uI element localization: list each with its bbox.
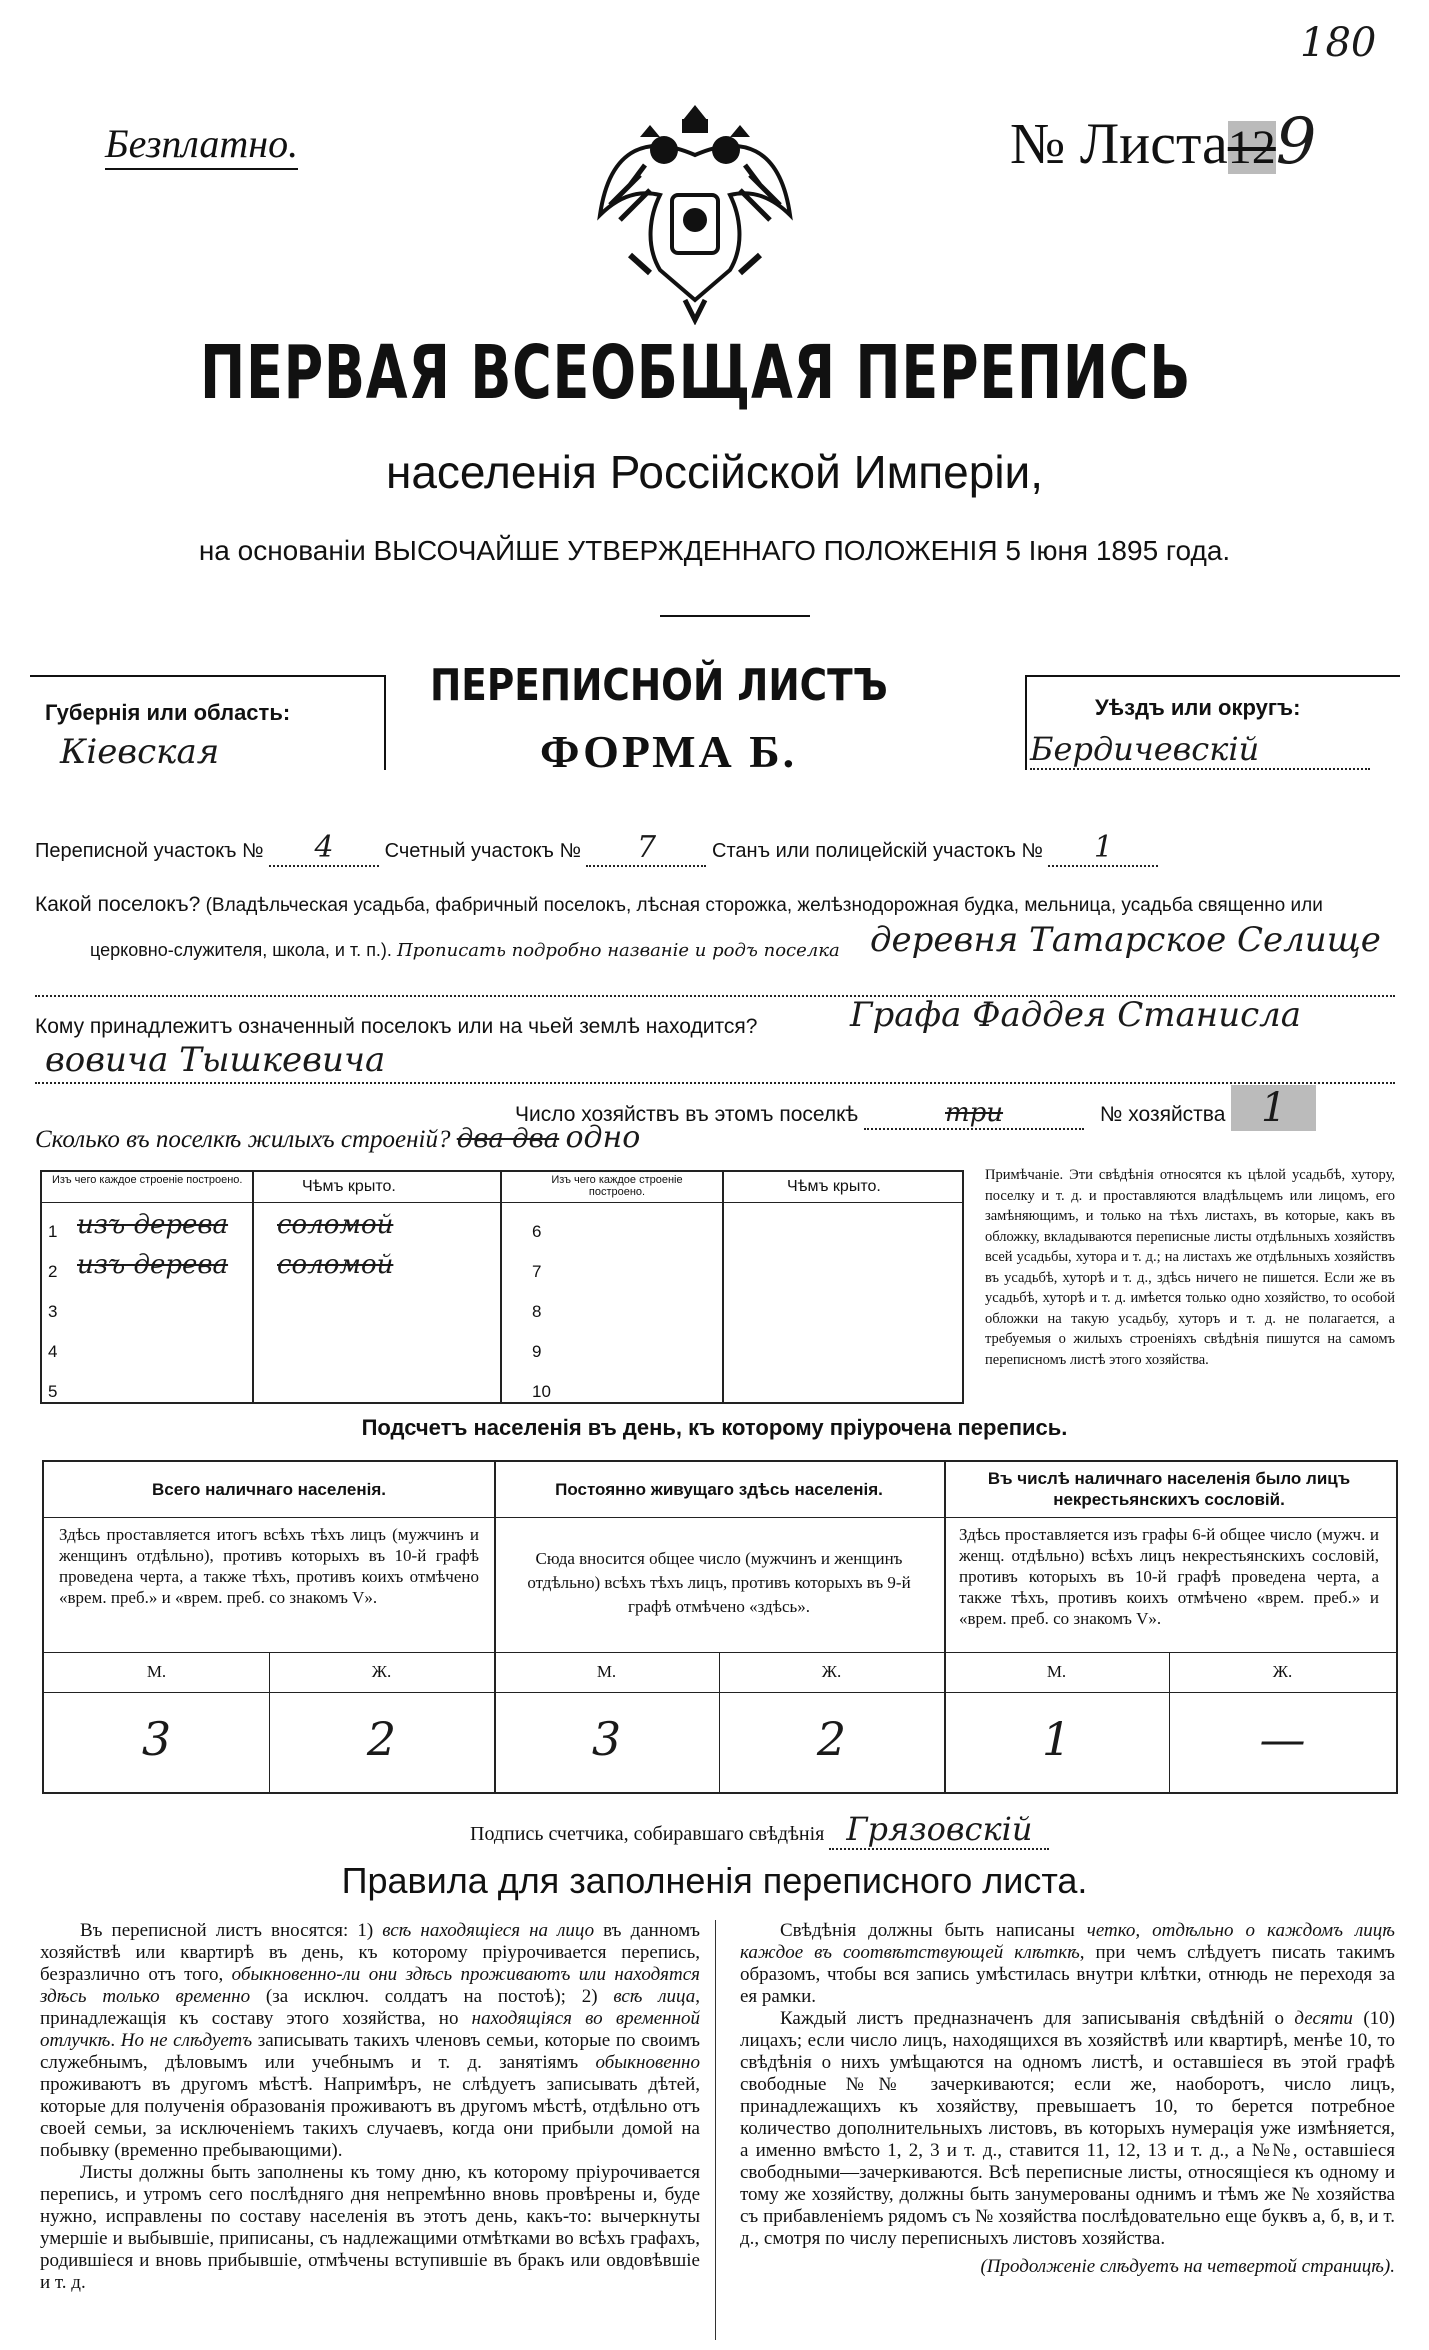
- count-header-3: Въ числѣ наличнаго населенія было лицъ некрестьянскихъ сословій.: [987, 1469, 1351, 1509]
- bt-number: 10: [532, 1382, 551, 1401]
- census-area-value: 4: [269, 830, 379, 867]
- sheet-number-struck: 12: [1227, 121, 1276, 174]
- count-f-3: —: [1259, 1712, 1306, 1766]
- owner-value: Графа Фаддея Станисла: [850, 995, 1302, 1035]
- count-f-1: 2: [366, 1712, 397, 1766]
- rules-title: Правила для заполненія переписного листа.: [341, 1860, 1088, 1901]
- signature-value: Грязовскій: [829, 1810, 1049, 1850]
- sheet-number-value: 9: [1275, 105, 1317, 179]
- bt-number: 5: [48, 1382, 58, 1401]
- settlement-row-2: [90, 940, 840, 961]
- bt-row-2-roof: соломой: [277, 1250, 394, 1280]
- top-mark: 180: [1300, 20, 1377, 66]
- right-box-border: [1025, 675, 1400, 677]
- rules-left-col: [40, 1920, 700, 2294]
- buildings-value: одно: [565, 1120, 641, 1155]
- sub-title: населенія Россійской Имперіи,: [385, 446, 1044, 498]
- count-f-2: 2: [816, 1712, 847, 1766]
- bt-row-1-material: изъ дерева: [77, 1210, 229, 1240]
- left-box-side: [384, 675, 386, 770]
- bt-number: 2: [48, 1262, 58, 1281]
- count-table: [42, 1460, 1398, 1794]
- count-area-label: Счетный участокъ №: [384, 840, 581, 862]
- households-struck: три: [864, 1098, 1084, 1130]
- bt-row-1-roof: соломой: [277, 1210, 394, 1240]
- household-no-value: 1: [1231, 1085, 1316, 1131]
- bt-header-1: Изъ чего каждое строеніе построено.: [52, 1174, 243, 1186]
- owner-value-2: вовича Тышкевича: [45, 1040, 386, 1080]
- count-desc-1: Здѣсь проставляется итогъ всѣхъ тѣхъ лицъ (мужчинъ и женщинъ отдѣльно), противъ которыхъ въ 10-й графѣ проведена черта, а также тѣхъ, противъ коихъ отмѣчено «врем. преб.» и «врем. преб. со знакомъ V».: [59, 1525, 479, 1607]
- count-desc-2: Сюда вносится общее число (мужчинъ и женщинъ отдѣльно) всѣхъ тѣхъ лицъ, противъ которыхъ въ 9-й графѣ отмѣчено «здѣсь».: [527, 1549, 911, 1616]
- census-area-row: [35, 830, 1158, 867]
- divider: [660, 615, 810, 617]
- settlement-row: [35, 893, 1323, 917]
- district-label: Уѣздъ или округъ:: [1095, 695, 1301, 720]
- province-value: Кіевская: [60, 732, 220, 772]
- bt-number: 8: [532, 1302, 542, 1321]
- bt-header-2: Чѣмъ крыто.: [302, 1178, 396, 1195]
- census-area-label: Переписной участокъ №: [35, 840, 264, 862]
- households-label: Число хозяйствъ въ этомъ поселкѣ: [515, 1103, 859, 1126]
- rules-left-p2: Листы должны быть заполнены къ тому дню, къ которому пріурочивается перепись, и утромъ сего послѣдняго дня непремѣнно вновь провѣрены и, буде нужно, исправлены по составу населенія въ этотъ день, какъ-то: вычеркнуты умершіе и выбывшіе, приписаны, съ надлежащими отмѣтками во всѣхъ графахъ, родившіеся и вновь прибывшіе, отмѣчены вступившіе въ бракъ или овдовѣвшіе и т. д.: [40, 2162, 700, 2293]
- settlement-label: Какой поселокъ?: [35, 893, 201, 916]
- rules-left-p1: Въ переписной листъ вносятся: 1) всѣ находящіеся на лицо въ данномъ хозяйствѣ или квартирѣ въ день, къ которому пріурочивается перепись, безразлично отъ того, обыкновенно-ли они здѣсь проживаютъ или находятся здѣсь только временно (за исключ. солдатъ на постоѣ); 2) всѣ лица, принадлежащія къ составу этого хозяйства, но находящіяся во временной отлучкѣ. Но не слѣдуетъ записывать такихъ членовъ семьи, которые по своимъ служебнымъ, дѣловымъ или учебнымъ и т. д. занятіямъ обыкновенно проживаютъ въ другомъ мѣстѣ. Напримѣръ, не слѣдуетъ записывать дѣтей, которые для полученія образованія проживаютъ въ другомъ мѣстѣ, отдѣльно отъ своей семьи, за исключеніемъ такихъ случаевъ, когда они прибыли домой на побывку (временно пребывающими).: [40, 1920, 701, 2161]
- bt-number: 7: [532, 1262, 542, 1281]
- rules-continued: (Продолженіе слѣдуетъ на четвертой страницѣ).: [980, 2256, 1395, 2277]
- free-label: Безплатно.: [105, 120, 298, 170]
- m-label-2: М.: [596, 1662, 617, 1681]
- form-label: ФОРМА Б.: [540, 726, 798, 777]
- rules-right-col: [740, 1920, 1395, 2278]
- bt-number: 4: [48, 1342, 58, 1361]
- sheet-number-label: № Листа: [1010, 111, 1228, 176]
- buildings-table: [40, 1170, 964, 1404]
- count-m-2: 3: [591, 1712, 622, 1766]
- rules-separator: [715, 1920, 716, 2340]
- settlement-hint-2: церковно-служителя, школа, и т. п.).: [90, 940, 392, 960]
- bt-number: 6: [532, 1222, 542, 1241]
- bt-header-3: Изъ чего каждое строеніе построено.: [551, 1174, 683, 1198]
- count-header-2: Постоянно живущаго здѣсь населенія.: [555, 1480, 883, 1499]
- count-title: Подсчетъ населенія въ день, къ которому пріурочена перепись.: [361, 1415, 1068, 1440]
- f-label-3: Ж.: [1272, 1662, 1293, 1681]
- buildings-label: Сколько въ поселкѣ жилыхъ строеній?: [35, 1126, 451, 1153]
- count-m-3: 1: [1041, 1712, 1072, 1766]
- settlement-instruction: Прописать подробно названіе и родъ поселка: [396, 940, 840, 961]
- rules-right-p2: Каждый листъ предназначенъ для записыванія свѣдѣній о десяти (10) лицахъ; если число лицъ, находящихся въ хозяйствѣ или квартирѣ, менѣе 10, то свѣдѣнія о нихъ умѣщаются на одномъ листѣ, и оставшіеся въ этой графѣ свободные №№ зачеркиваются; если же, наоборотъ, число лицъ, принадлежащихъ къ хозяйству, превышаетъ 10, то берется потребное количество дополнительныхъ листовъ, въ которыхъ нумерація уже измѣняется, а именно вмѣсто 1, 2, 3 и т. д., ставится 11, 12, 13 и т. д., а №№, оставшіеся свободными—зачеркиваются. Всѣ переписные листы, относящіеся къ одному и тому же хозяйству, должны быть занумерованы однимъ и тѣмъ же № хозяйства съ прибавленіемъ рядомъ съ № хозяйства послѣдовательно еще буквъ а, б, в, и т. д., смотря по числу переписныхъ листовъ хозяйства.: [740, 2008, 1396, 2249]
- owner-label: Кому принадлежитъ означенный поселокъ или на чьей землѣ находится?: [35, 1015, 758, 1038]
- settlement-value: деревня Татарское Селище: [870, 920, 1381, 960]
- sheet-title: ПЕРЕПИСНОЙ ЛИСТЪ: [430, 660, 888, 711]
- bt-number: 1: [48, 1222, 58, 1241]
- count-header-1: Всего наличнаго населенія.: [152, 1480, 386, 1499]
- bt-left-numbers: [48, 1212, 57, 1412]
- station-label: Станъ или полицейскій участокъ №: [712, 840, 1043, 862]
- m-label-3: М.: [1046, 1662, 1067, 1681]
- buildings-note: Примѣчаніе. Эти свѣдѣнія относятся къ цѣлой усадьбѣ, хутору, поселку и т. д. и проставляются владѣльцемъ или лицомъ, его замѣняющимъ, и только на тѣхъ листахъ, въ которые, какъ въ обложку, вкладываются переписные листы отдѣльныхъ хозяйствъ всей усадьбы, хутора и т. д.; на листахъ же отдѣльныхъ хозяйствъ въ усадьбѣ, хуторѣ и т. д., здѣсь ничего не пишется. Если же въ усадьбѣ, хуторѣ и т. д. имѣется только одно хозяйство, то особой обложки на такую усадьбу, хуторъ и т. д. не полагается, а требуемыя о жилыхъ строеніяхъ свѣдѣнія пишутся на самомъ переписномъ листѣ этого хозяйства.: [985, 1167, 1395, 1368]
- district-value: Бердичевскій: [1030, 730, 1370, 770]
- main-title: ПЕРВАЯ ВСЕОБЩАЯ ПЕРЕПИСЬ: [200, 330, 1192, 416]
- bt-right-numbers: [532, 1212, 551, 1412]
- settlement-hint: (Владѣльческая усадьба, фабричный поселокъ, лѣсная сторожка, желѣзнодорожная будка, мельница, усадьба священно или: [205, 895, 1323, 916]
- count-desc-3: Здѣсь проставляется изъ графы 6-й общее число (мужч. и женщ. отдѣльно) всѣхъ лицъ некрестьянскихъ сословій, противъ которыхъ въ 10-й графѣ проведена черта, а также тѣхъ, противъ коихъ отмѣчено «врем. преб.» и «врем. преб. со знакомъ V».: [959, 1525, 1379, 1628]
- left-box-border: [30, 675, 385, 677]
- bt-number: 9: [532, 1342, 542, 1361]
- f-label-2: Ж.: [821, 1662, 842, 1681]
- owner-line: [35, 1082, 1395, 1084]
- bt-header-4: Чѣмъ крыто.: [787, 1178, 881, 1195]
- signature-label: Подпись счетчика, собиравшаго свѣдѣнія: [470, 1823, 825, 1845]
- sheet-number: [1010, 105, 1316, 179]
- household-no-label: № хозяйства: [1099, 1103, 1226, 1126]
- bt-row-2-material: изъ дерева: [77, 1250, 229, 1280]
- count-m-1: 3: [141, 1712, 172, 1766]
- buildings-struck: два два: [456, 1124, 560, 1154]
- m-label-1: М.: [146, 1662, 167, 1681]
- bt-number: 3: [48, 1302, 58, 1321]
- count-area-value: 7: [586, 830, 706, 867]
- province-label: Губернія или область:: [45, 700, 291, 725]
- buildings-row: [35, 1120, 640, 1155]
- f-label-1: Ж.: [371, 1662, 392, 1681]
- signature-row: [470, 1810, 1049, 1850]
- station-value: 1: [1048, 830, 1158, 867]
- right-box-side: [1025, 675, 1027, 770]
- basis-line: на основаніи ВЫСОЧАЙШЕ УТВЕРЖДЕННАГО ПОЛОЖЕНІЯ 5 Іюня 1895 года.: [198, 535, 1231, 566]
- rules-right-p1: Свѣдѣнія должны быть написаны четко, отдѣльно о каждомъ лицѣ каждое въ соотвѣтствующей клѣткѣ, при чемъ слѣдуетъ писать такимъ образомъ, чтобы вся запись умѣстилась внутри клѣтки, отнюдь не переходя за ея рамки.: [740, 1920, 1395, 2007]
- imperial-eagle-icon: [590, 95, 800, 325]
